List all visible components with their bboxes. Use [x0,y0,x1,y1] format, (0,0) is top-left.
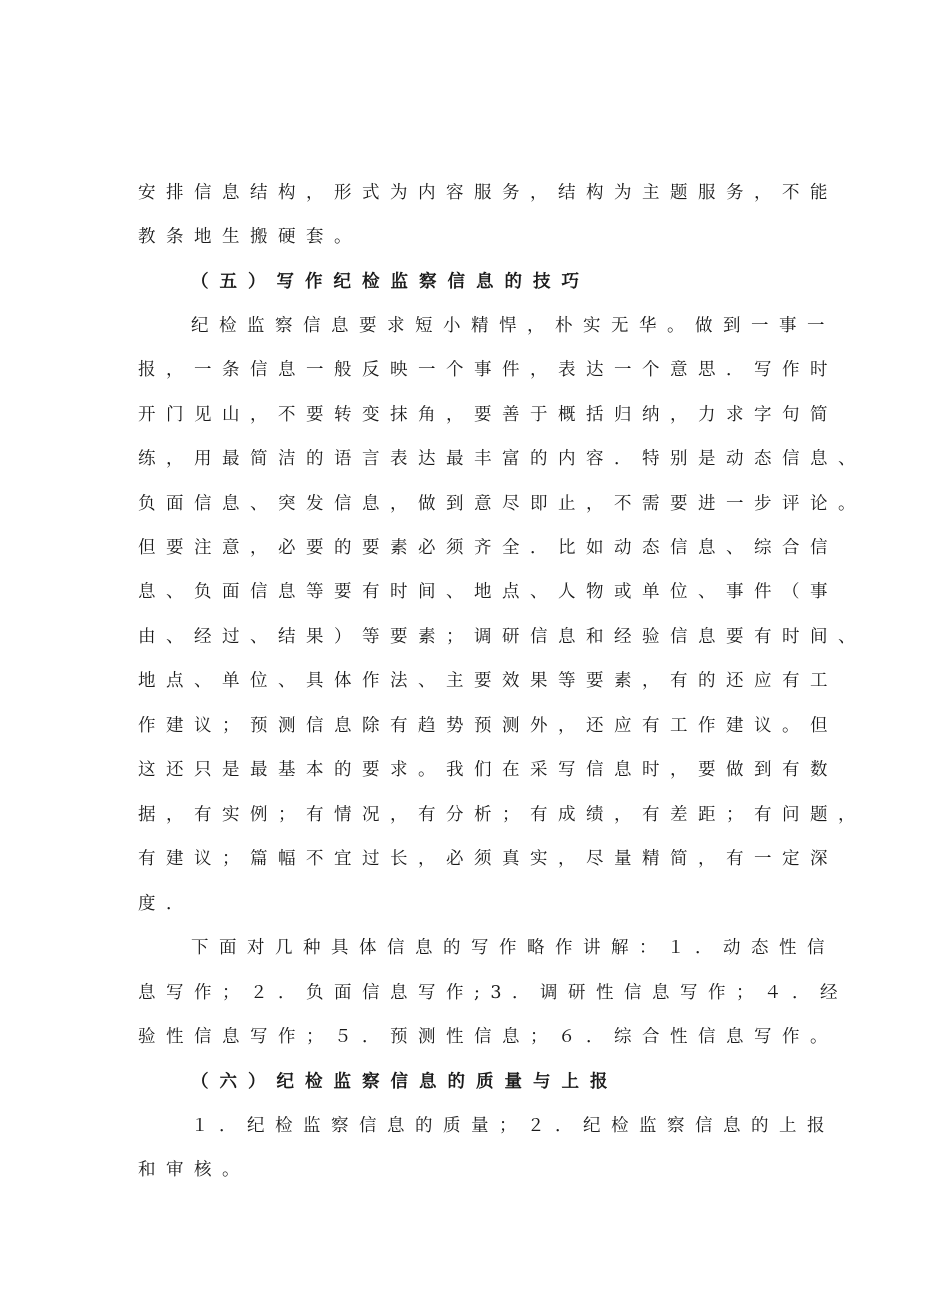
text-line: 息、负面信息等要有时间、地点、人物或单位、事件（事 [138,582,838,602]
text-line: 开门见山，不要转变抹角，要善于概括归纳，力求字句简 [138,405,838,425]
text-line: 但要注意，必要的要素必须齐全．比如动态信息、综合信 [138,538,838,558]
text-line: 有建议；篇幅不宜过长，必须真实，尽量精简，有一定深 [138,849,838,869]
text-line: 息写作；２．负面信息写作;3．调研性信息写作；４．经 [138,983,849,1003]
text-line: 安排信息结构，形式为内容服务，结构为主题服务，不能 [138,183,838,203]
text-line: 度． [138,894,194,914]
text-line: 验性信息写作；５．预测性信息；６．综合性信息写作。 [138,1027,838,1047]
text-line: １．纪检监察信息的质量；２．纪检监察信息的上报 [191,1116,835,1136]
text-line: 和审核。 [138,1160,250,1180]
text-line: 教条地生搬硬套。 [138,227,362,247]
section-heading: （五）写作纪检监察信息的技巧 [191,272,590,292]
text-line: 这还只是最基本的要求。我们在采写信息时，要做到有数 [138,760,838,780]
text-line: 负面信息、突发信息，做到意尽即止，不需要进一步评论。 [138,494,866,514]
text-line: 下面对几种具体信息的写作略作讲解：１．动态性信 [191,938,835,958]
text-line: 报，一条信息一般反映一个事件，表达一个意思．写作时 [138,360,838,380]
text-line: 由、经过、结果）等要素；调研信息和经验信息要有时间、 [138,627,866,647]
text-line: 据，有实例；有情况，有分析；有成绩，有差距；有问题， [138,805,866,825]
section-heading: （六）纪检监察信息的质量与上报 [191,1072,619,1092]
text-line: 作建议；预测信息除有趋势预测外，还应有工作建议。但 [138,716,838,736]
text-line: 练，用最简洁的语言表达最丰富的内容．特别是动态信息、 [138,449,866,469]
text-line: 纪检监察信息要求短小精悍，朴实无华。做到一事一 [191,316,835,336]
text-line: 地点、单位、具体作法、主要效果等要素，有的还应有工 [138,671,838,691]
